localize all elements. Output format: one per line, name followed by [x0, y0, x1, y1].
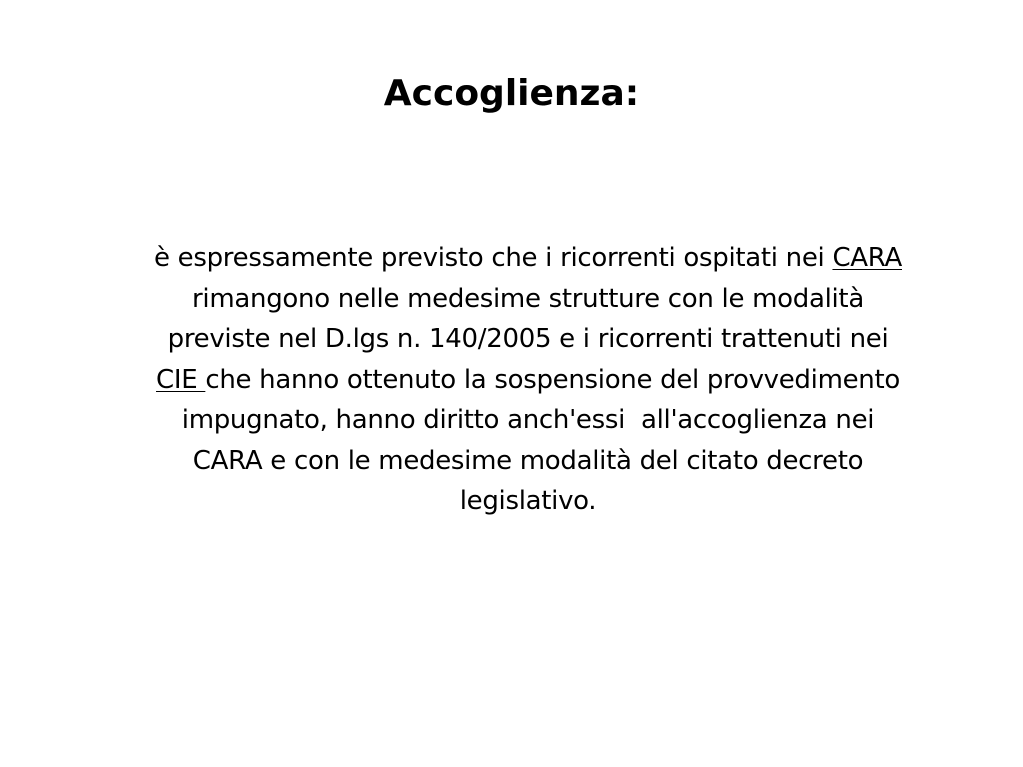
paragraph-line-3: previste nel D.lgs n. 140/2005 e i ricorrenti trattenuti nei: [167, 324, 889, 354]
paragraph-line-1: [88, 238, 968, 279]
paragraph-line-2: rimangono nelle medesime strutture con le modalità: [192, 283, 864, 314]
paragraph-line-4: [88, 360, 968, 401]
slide-title: Accoglienza:: [383, 73, 640, 114]
cie-link[interactable]: CIE: [156, 364, 206, 395]
paragraph-line-7: legislativo.: [459, 486, 597, 516]
paragraph-line-4-text: che hanno ottenuto la sospensione del provvedimento: [205, 364, 900, 395]
paragraph-line-5: impugnato, hanno diritto anch'essi all'accoglienza nei: [181, 405, 875, 435]
paragraph-line-6: CARA e con le medesime modalità del citato decreto: [192, 445, 864, 476]
slide-paragraph: [88, 238, 968, 522]
paragraph-line-1-text: è espressamente previsto che i ricorrenti ospitati nei: [154, 243, 833, 273]
cara-link[interactable]: CARA: [832, 243, 902, 273]
